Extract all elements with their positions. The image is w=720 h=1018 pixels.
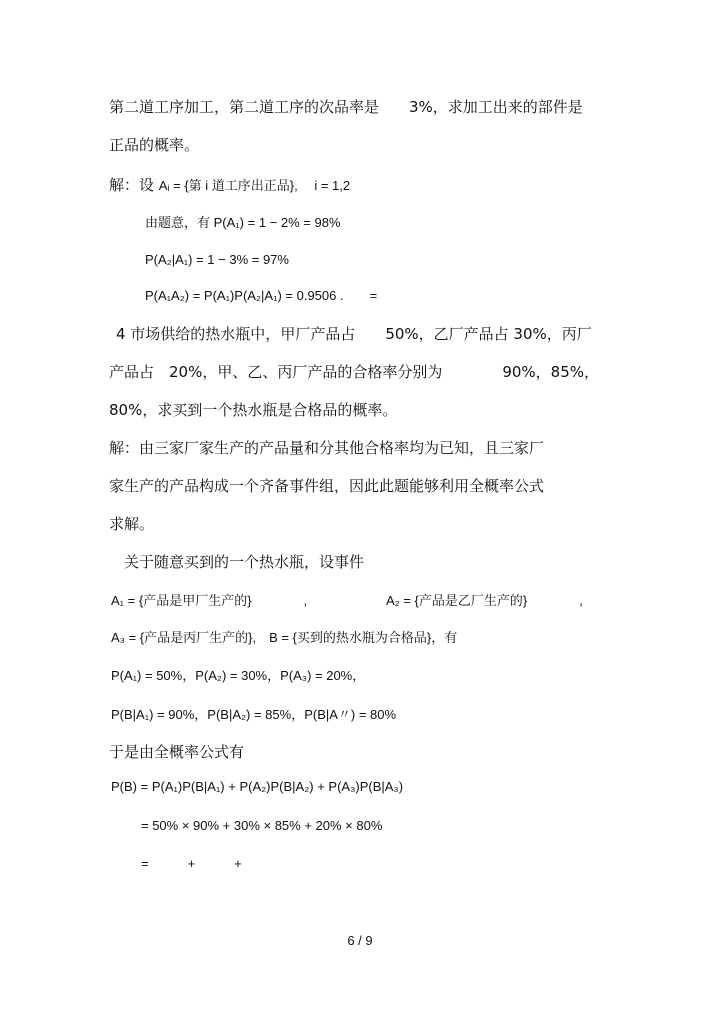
equation: 由题意，有 P(A₁) = 1 − 2% = 98% [145,215,341,230]
solution-line: 家生产的产品构成一个齐备事件组，因此此题能够利用全概率公式 [109,477,545,495]
calc-line: = 50% × 90% + 30% × 85% + 20% × 80% [141,818,383,833]
text-line: 正品的概率。 [109,136,200,154]
event-a3-b: A₃ = {产品是丙厂生产的}, B = {买到的热水瓶为合格品}，有 [111,630,458,645]
problem-line: 4 市场供给的热水瓶中，甲厂产品占 50%，乙厂产品占 30%，丙厂 [116,325,592,343]
solution-line: 求解。 [109,515,155,533]
calc-line: = + + [141,856,242,871]
solution-label [109,175,350,196]
solution-line: 解：由三家厂家生产的产品量和分其他合格率均为已知，且三家厂 [109,439,545,457]
text-line: 第二道工序加工，第二道工序的次品率是 3%，求加工出来的部件是 [109,98,583,116]
event-a1: A₁ = {产品是甲厂生产的} , [111,593,308,608]
problem-line: 80%，求买到一个热水瓶是合格品的概率。 [109,401,398,419]
solution-prefix: 解：设 [109,176,155,194]
cond-prob-line: P(B|A₁) = 90%，P(B|A₂) = 85%，P(B|A〃) = 80% [111,707,397,722]
page-number: 6 / 9 [347,933,373,948]
text-line: 于是由全概率公式有 [109,743,245,761]
prob-line: P(A₁) = 50%，P(A₂) = 30%，P(A₃) = 20%， [111,668,366,683]
equation: P(A₂|A₁) = 1 − 3% = 97% [145,252,289,267]
equation: P(A₁A₂) = P(A₁)P(A₂|A₁) = 0.9506 . = [145,288,378,303]
solution-line: 关于随意买到的一个热水瓶，设事件 [124,553,365,571]
total-prob-formula: P(B) = P(A₁)P(B|A₁) + P(A₂)P(B|A₂) + P(A₃)P(B|A₃) [111,779,404,794]
problem-line: 产品占 20%，甲、乙、丙厂产品的合格率分别为 90%，85%， [109,363,600,381]
event-definition: Aᵢ = {第 i 道工序出正品}, i = 1,2 [158,178,351,193]
event-a2: A₂ = {产品是乙厂生产的} , [386,593,583,608]
